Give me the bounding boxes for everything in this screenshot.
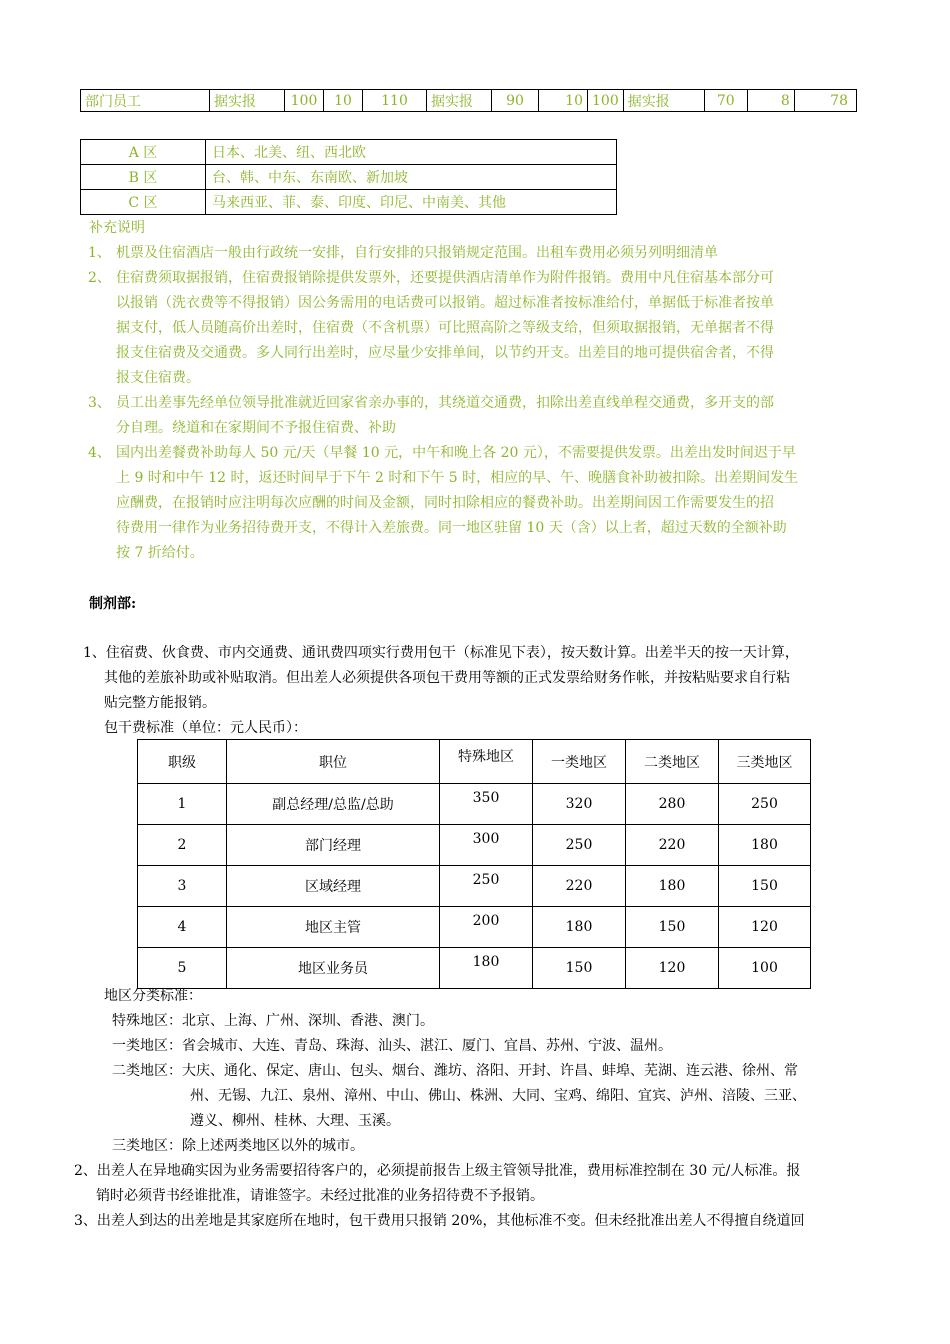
- table-cell: 1: [138, 784, 227, 825]
- table-cell: 部门经理: [227, 825, 440, 866]
- column-header: 二类地区: [626, 740, 719, 784]
- table-cell: 120: [626, 948, 719, 989]
- table-cell: 220: [626, 825, 719, 866]
- table-cell: 10: [539, 90, 588, 112]
- allowance-table: [137, 739, 811, 989]
- rule-text: 1、住宿费、伙食费、市内交通费、通讯费四项实行费用包干（标准见下表），按天数计算。出差半天的按一天计算，: [83, 645, 799, 661]
- region-class2: 二类地区：大庆、通化、保定、唐山、包头、烟台、潍坊、洛阳、开封、许昌、蚌埠、芜湖、连云港、徐州、常: [112, 1063, 798, 1079]
- region-class3: 三类地区：除上述两类地区以外的城市。: [112, 1138, 364, 1154]
- table-row: [138, 907, 811, 948]
- table-cell: 180: [719, 825, 811, 866]
- table-row: [138, 784, 811, 825]
- table-cell: 5: [138, 948, 227, 989]
- region-special: 特殊地区：北京、上海、广州、深圳、香港、澳门。: [112, 1013, 434, 1029]
- table-row: [138, 948, 811, 989]
- table-cell: 180: [626, 866, 719, 907]
- table-cell: 据实报: [427, 90, 492, 112]
- table-cell: 180: [533, 907, 626, 948]
- supplement-item-text: 报支住宿费。: [116, 370, 200, 386]
- supplement-item-text: 国内出差餐费补助每人 50 元/天（早餐 10 元，中午和晚上各 20 元），不需要提供发票。出差出发时间迟于早: [116, 445, 796, 461]
- table-cell: 280: [626, 784, 719, 825]
- table-cell: 200: [440, 907, 533, 948]
- table-row: [81, 140, 617, 165]
- zone-places: 日本、北美、纽、西北欧: [206, 140, 617, 165]
- table-cell: 3: [138, 866, 227, 907]
- table-cell: 10: [324, 90, 363, 112]
- supplement-item-number: 3、: [88, 395, 111, 411]
- table-cell: 250: [440, 866, 533, 907]
- table-cell: 2: [138, 825, 227, 866]
- zone-places: 马来西亚、菲、泰、印度、印尼、中南美、其他: [206, 190, 617, 215]
- table-cell: 220: [533, 866, 626, 907]
- table-cell: 250: [533, 825, 626, 866]
- region-class2: 遵义、柳州、桂林、大理、玉溪。: [190, 1113, 400, 1129]
- supplement-item-number: 4、: [88, 445, 111, 461]
- table-row: [138, 825, 811, 866]
- table-cell: 100: [588, 90, 624, 112]
- table-cell: 据实报: [210, 90, 285, 112]
- zone-label: C 区: [81, 190, 206, 215]
- table-cell: 120: [719, 907, 811, 948]
- supplement-item-number: 1、: [88, 245, 111, 261]
- rule-text: 2、出差人在异地确实因为业务需要招待客户的，必须提前报告上级主管领导批准，费用标准控制在 30 元/人标准。报: [74, 1163, 801, 1179]
- supplement-item-text: 以报销（洗衣费等不得报销）因公务需用的电话费可以报销。超过标准者按标准给付，单据低于标准者按单: [116, 295, 774, 311]
- table-cell: 副总经理/总监/总助: [227, 784, 440, 825]
- supplement-item-text: 按 7 折给付。: [116, 545, 204, 561]
- supplement-item-text: 待费用一律作为业务招待费开支，不得计入差旅费。同一地区驻留 10 天（含）以上者，超过天数的全额补助: [116, 520, 787, 536]
- table-cell: 部门员工: [81, 90, 210, 112]
- column-header: 职位: [227, 740, 440, 784]
- table-cell: 150: [719, 866, 811, 907]
- table-cell: 150: [626, 907, 719, 948]
- table-cell: 区域经理: [227, 866, 440, 907]
- column-header: 职级: [138, 740, 227, 784]
- table-cell: 100: [719, 948, 811, 989]
- region-class1: 一类地区：省会城市、大连、青岛、珠海、汕头、湛江、厦门、宜昌、苏州、宁波、温州。: [112, 1038, 672, 1054]
- region-heading: 地区分类标准：: [104, 988, 202, 1004]
- rule-text: 销时必须背书经谁批准，请谁签字。未经过批准的业务招待费不予报销。: [96, 1188, 544, 1204]
- zone-label: A 区: [81, 140, 206, 165]
- table-cell: 据实报: [623, 90, 704, 112]
- top-expense-table: [80, 89, 857, 112]
- table-cell: 150: [533, 948, 626, 989]
- supplement-item-number: 2、: [88, 270, 111, 286]
- supplement-item-text: 员工出差事先经单位领导批准就近回家省亲办事的，其绕道交通费，扣除出差直线单程交通费，多开支的部: [116, 395, 774, 411]
- rule-text: 贴完整方能报销。: [104, 695, 216, 711]
- rule-text: 3、出差人到达的出差地是其家庭所在地时，包干费用只报销 20%，其他标准不变。但未经批准出差人不得擅自绕道回: [74, 1213, 805, 1229]
- table-row: [81, 90, 857, 112]
- column-header: 特殊地区: [440, 740, 533, 784]
- table-cell: 78: [794, 90, 856, 112]
- supplement-item-text: 上 9 时和中午 12 时，返还时间早于下午 2 时和下午 5 时，相应的早、午、晚膳食补助被扣除。出差期间发生: [116, 470, 799, 486]
- table-cell: 70: [704, 90, 747, 112]
- table-caption: 包干费标准（单位：元人民币）：: [104, 720, 307, 736]
- column-header: 一类地区: [533, 740, 626, 784]
- table-cell: 250: [719, 784, 811, 825]
- table-row: [138, 866, 811, 907]
- supplement-heading: 补充说明: [89, 220, 145, 236]
- column-header: 三类地区: [719, 740, 811, 784]
- supplement-item-text: 分自理。绕道和在家期间不予报住宿费、补助: [116, 420, 396, 436]
- table-row: [81, 190, 617, 215]
- rule-text: 其他的差旅补助或补贴取消。但出差人必须提供各项包干费用等额的正式发票给财务作帐，并按粘贴要求自行粘: [104, 670, 790, 686]
- table-cell: 90: [492, 90, 539, 112]
- supplement-item-text: 应酬费，在报销时应注明每次应酬的时间及金额，同时扣除相应的餐费补助。出差期间因工作需要发生的招: [116, 495, 774, 511]
- table-cell: 地区业务员: [227, 948, 440, 989]
- supplement-item-text: 报支住宿费及交通费。多人同行出差时，应尽量少安排单间，以节约开支。出差目的地可提供宿舍者，不得: [116, 345, 774, 361]
- zone-table: [80, 139, 617, 215]
- table-cell: 300: [440, 825, 533, 866]
- table-cell: 110: [363, 90, 427, 112]
- zone-label: B 区: [81, 165, 206, 190]
- table-cell: 320: [533, 784, 626, 825]
- supplement-item-text: 住宿费须取据报销，住宿费报销除提供发票外，还要提供酒店清单作为附件报销。费用中凡住宿基本部分可: [116, 270, 774, 286]
- table-cell: 350: [440, 784, 533, 825]
- table-cell: 180: [440, 948, 533, 989]
- table-header-row: [138, 740, 811, 784]
- region-class2: 州、无锡、九江、泉州、漳州、中山、佛山、株洲、大同、宝鸡、绵阳、宜宾、泸州、涪陵、三亚、: [190, 1088, 806, 1104]
- supplement-item-text: 机票及住宿酒店一般由行政统一安排，自行安排的只报销规定范围。出租车费用必须另列明细清单: [116, 245, 718, 261]
- supplement-item-text: 据支付，低人员随高价出差时，住宿费（不含机票）可比照高阶之等级支给，但须取据报销，无单据者不得: [116, 320, 774, 336]
- table-cell: 地区主管: [227, 907, 440, 948]
- zone-places: 台、韩、中东、东南欧、新加坡: [206, 165, 617, 190]
- table-cell: 100: [285, 90, 324, 112]
- table-cell: 4: [138, 907, 227, 948]
- table-cell: 8: [747, 90, 794, 112]
- table-row: [81, 165, 617, 190]
- section-title: 制剂部:: [89, 596, 137, 612]
